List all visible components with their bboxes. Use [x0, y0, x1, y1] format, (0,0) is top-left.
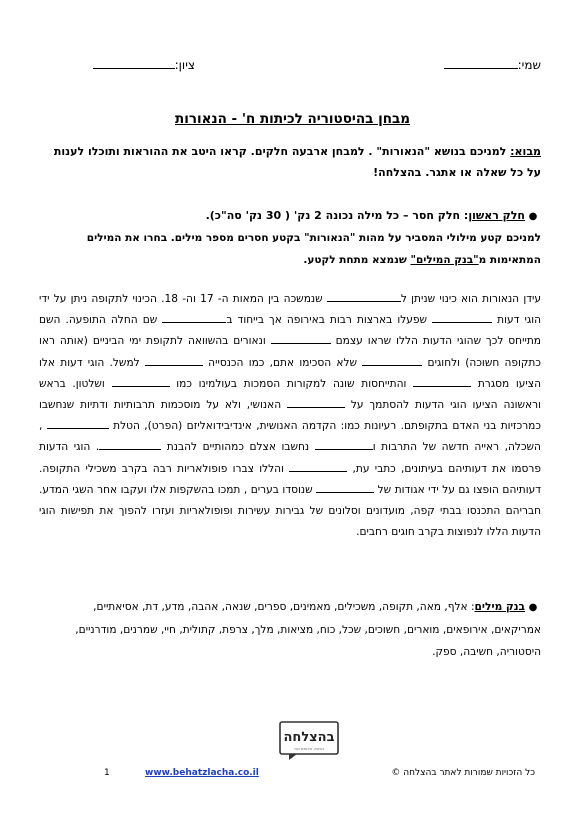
- grade-label: ציון:: [174, 58, 195, 72]
- part1-heading: [41, 207, 541, 226]
- bullet-icon: ●: [528, 211, 538, 222]
- passage-text: ושלטון. בראש וראשונה הציעו הוגי הדעות להסתמך על: [39, 377, 541, 412]
- logo-subtext: בחינות, סיכומים ועוד: [293, 747, 325, 751]
- student-name-field[interactable]: [444, 58, 541, 72]
- intro-text: למניכם בנושא "הנאורות" . למבחן ארבעה חלקים. קראו היטב את ההוראות ותוכלו לענות על כל שאלה או אתגר. בהצלחה!: [53, 145, 541, 179]
- grade-field[interactable]: [93, 58, 195, 72]
- bullet-icon: ●: [528, 602, 538, 613]
- intro-label: מבוא:: [510, 145, 541, 158]
- passage-text: והללו צברו פופולאריות רבה בקרב משכילי התקופה. דעותיהם הופצו גם על ידי אגודות של: [39, 462, 541, 496]
- passage-text: שנמשכה בין המאות ה- 17 וה- 18. הכינוי לתקופה ניתן על ידי הוגי דעות: [39, 293, 541, 327]
- passage-text: האנושי, ולא על מוסכמות תרבותיות ודתיות שנחשבו כמרכזיות בני האדם בתקופתם. רעיונות כמו: הקדמה האנושית, אינדיבידואליזם (הפרט), הטלת: [39, 399, 541, 433]
- grade-blank[interactable]: [93, 58, 175, 69]
- page-number: 1: [104, 768, 110, 778]
- passage-text: עידן הנאורות הוא כינוי שניתן ל: [400, 293, 542, 305]
- part1-instructions: [41, 227, 541, 271]
- passage-text: . הוגי הדעות פרסמו את דעותיהם בעיתונים, כתבי עת,: [39, 441, 541, 475]
- answer-blank-2[interactable]: [432, 312, 492, 323]
- passage-text: שפעלו בארצות רבות באירופה אך בייחוד ב: [226, 314, 433, 327]
- name-label: שמי:: [517, 58, 541, 72]
- passage-text: למשל. הוגי דעות אלו הציעו מסגרת: [39, 356, 541, 390]
- instructions-text: למניכם קטע מילולי המסביר על מהות "הנאורות" בקטע חסרים מספר מילים. בחרו את המילים המתאימות מ: [86, 232, 541, 266]
- answer-blank-1[interactable]: [327, 291, 401, 302]
- footer-copyright: כל הזכויות שמורות לאתר בהצלחה ©: [391, 768, 535, 778]
- answer-blank-3[interactable]: [162, 312, 226, 323]
- part1-scoring: : חלק חסר – כל מילה נכונה 2 נק' ( 30 נק' סה"כ).: [205, 209, 469, 222]
- answer-blank-13[interactable]: [289, 461, 347, 472]
- passage-text: שם החלה התופעה. השם מתייחס לכך שהוגי הדעות הללו שראו עצמם: [39, 314, 541, 348]
- word-bank-label: בנק מילים: [474, 601, 525, 613]
- answer-blank-7[interactable]: [413, 376, 471, 387]
- behatzlacha-logo: [279, 721, 339, 761]
- passage-text: נחשבו אצלם כמהותיים להבנת: [161, 441, 315, 454]
- answer-blank-6[interactable]: [145, 355, 203, 366]
- answer-blank-12[interactable]: [99, 439, 161, 450]
- word-bank-reference: "בנק המילים": [410, 254, 479, 266]
- word-bank-words: : אלף, מאה, תקופה, משכילים, מאמינים, ספרים, שנאה, אהבה, מדע, דת, אסיאתיים, אמריקאים, אירופאים, מוארים, חשוכים, שכל, כוח, מציאות, מלך, צרפת, קתולית, חיי, שמרנים, מודרניים, היסטוריה, חשיבה, ספק.: [75, 601, 541, 658]
- passage-text: שנוסדו בערים , תמכו בהשקפות אלו ועקבו אחר השגי המדע. חבריהם התכנסו בבתי קפה, מועדונים וסלונים של גבירות עשירות ופופולאריות ועזרו להפוך את תפישות הוגי הדעות הללו לנפוצות בקרב חוגים רחבים.: [39, 483, 541, 539]
- answer-blank-9[interactable]: [287, 397, 345, 408]
- intro-paragraph: [41, 141, 541, 183]
- exam-title: מבחן בהיסטוריה לכיתות ח' - הנאורות: [175, 111, 410, 127]
- passage-text: והתייחסות שונה למקורות הסמכות בעולמינו כמו: [169, 377, 414, 390]
- answer-blank-8[interactable]: [112, 376, 170, 387]
- name-blank[interactable]: [444, 58, 518, 69]
- cloze-passage: [39, 289, 541, 543]
- passage-text: ונאורים בהשוואה לתקופת ימי הביניים (אותה ראו כתקופה חשוכה) ולחוגים: [39, 335, 541, 369]
- passage-text: שלא הסכימו אתם, כמו הכנסייה: [202, 356, 363, 369]
- footer-website-link[interactable]: www.behatzlacha.co.il: [145, 768, 259, 778]
- answer-blank-11[interactable]: [315, 439, 373, 450]
- answer-blank-5[interactable]: [362, 355, 422, 366]
- instructions-text-end: שנמצא מתחת לקטע.: [303, 254, 411, 266]
- answer-blank-4[interactable]: [271, 333, 331, 344]
- part1-label: חלק ראשון: [468, 209, 525, 222]
- answer-blank-10[interactable]: [47, 418, 109, 429]
- passage-text: , השכלה, ראייה חדשה של התרבות ו: [39, 420, 541, 454]
- logo-text: בהצלחה: [283, 730, 335, 745]
- word-bank: [41, 596, 541, 663]
- answer-blank-14[interactable]: [316, 482, 374, 493]
